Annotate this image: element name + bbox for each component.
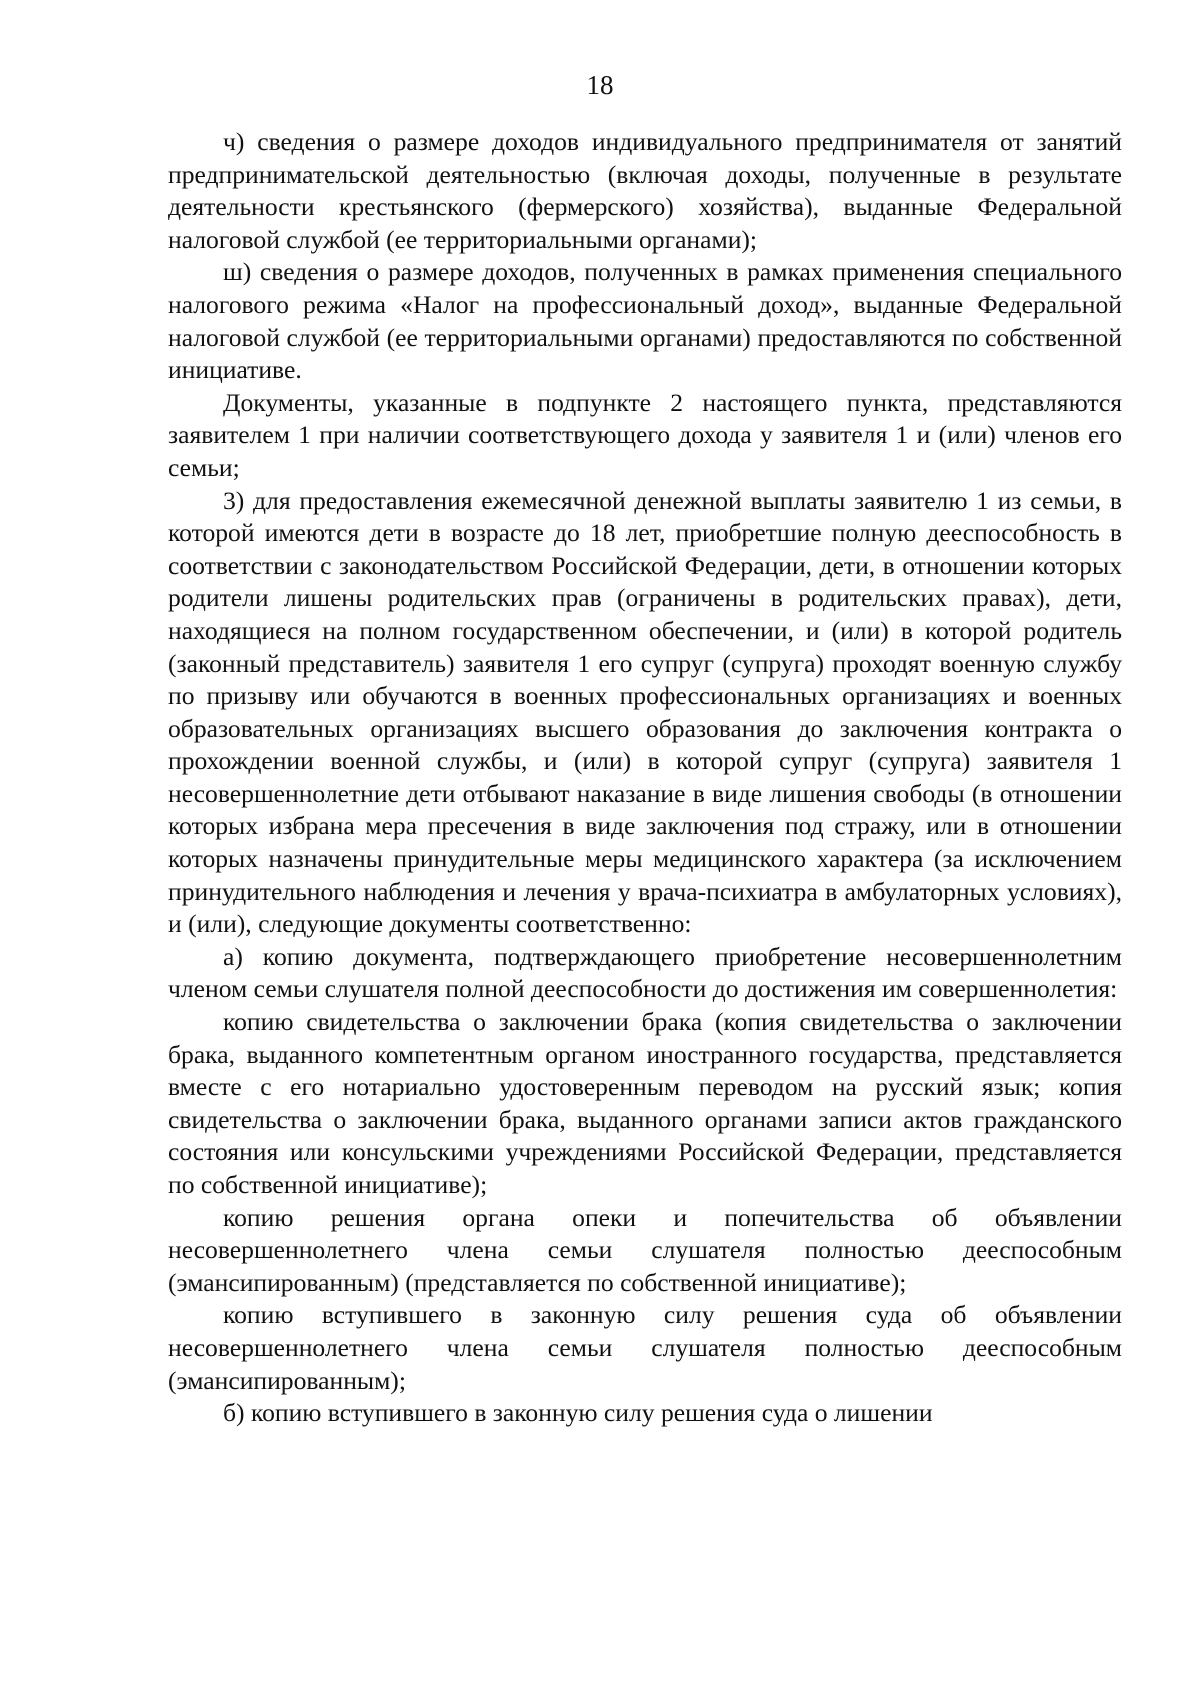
paragraph-marriage-certificate: копию свидетельства о заключении брака (копия свидетельства о заключении брака, выданного компетентным органом иностранного государства, представляется вместе с его нотариально удостоверенным переводом на русский язык; копия свидетельства о заключении брака, выданного органами записи актов гражданского состояния или консульскими учреждениями Российской Федерации, представляется по собственной инициативе); [168, 1007, 1122, 1199]
paragraph-court-decision-emancipation: копию вступившего в законную силу решения суда об объявлении несовершеннолетнего члена семьи слушателя полностью дееспособным (эмансипированным); [168, 1300, 1122, 1395]
paragraph-b-court-decision-deprivation: б) копию вступившего в законную силу решения суда о лишении [223, 1398, 933, 1428]
paragraph-3-monthly-payment: 3) для предоставления ежемесячной денежной выплаты заявителю 1 из семьи, в которой имеются дети в возрасте до 18 лет, приобретшие полную дееспособность в соответствии с законодательством Российской Федерации, дети, в отношении которых родители лишены родительских прав (ограничены в родительских правах), дети, находящиеся на полном государственном обеспечении, и (или) в которой родитель (законный представитель) заявителя 1 его супруг (супруга) проходят военную службу по призыву или обучаются в военных профессиональных организациях и военных образовательных организациях высшего образования до заключения контракта о прохождении военной службы, и (или) в которой супруг (супруга) заявителя 1 несовершеннолетние дети отбывают наказание в виде лишения свободы (в отношении которых избрана мера пресечения в виде заключения под стражу, или в отношении которых назначены принудительные меры медицинского характера (за исключением принудительного наблюдения и лечения у врача-психиатра в амбулаторных условиях), и (или), следующие документы соответственно: [168, 485, 1122, 939]
paragraph-sh-professional-income-tax: ш) сведения о размере доходов, полученных в рамках применения специального налогового режима «Налог на профессиональный доход», выданные Федеральной налоговой службой (ее территориальными органами) предоставляются по собственной инициативе. [168, 257, 1122, 385]
document-body [168, 126, 1122, 1430]
paragraph-documents-subpoint-2: Документы, указанные в подпункте 2 настоящего пункта, представляются заявителем 1 при наличии соответствующего дохода у заявителя 1 и (или) членов его семьи; [168, 387, 1122, 482]
paragraph-guardianship-decision: копию решения органа опеки и попечительства об объявлении несовершеннолетнего члена семьи слушателя полностью дееспособным (эмансипированным) (представляется по собственной инициативе); [168, 1202, 1122, 1297]
paragraph-a-capacity-document: а) копию документа, подтверждающего приобретение несовершеннолетним членом семьи слушателя полной дееспособности до достижения им совершеннолетия: [168, 941, 1122, 1004]
paragraph-ch-income-entrepreneur: ч) сведения о размере доходов индивидуального предпринимателя от занятий предпринимательской деятельностью (включая доходы, полученные в результате деятельности крестьянского (фермерского) хозяйства), выданные Федеральной налоговой службой (ее территориальными органами); [168, 127, 1122, 254]
page-number: 18 [586, 70, 614, 100]
